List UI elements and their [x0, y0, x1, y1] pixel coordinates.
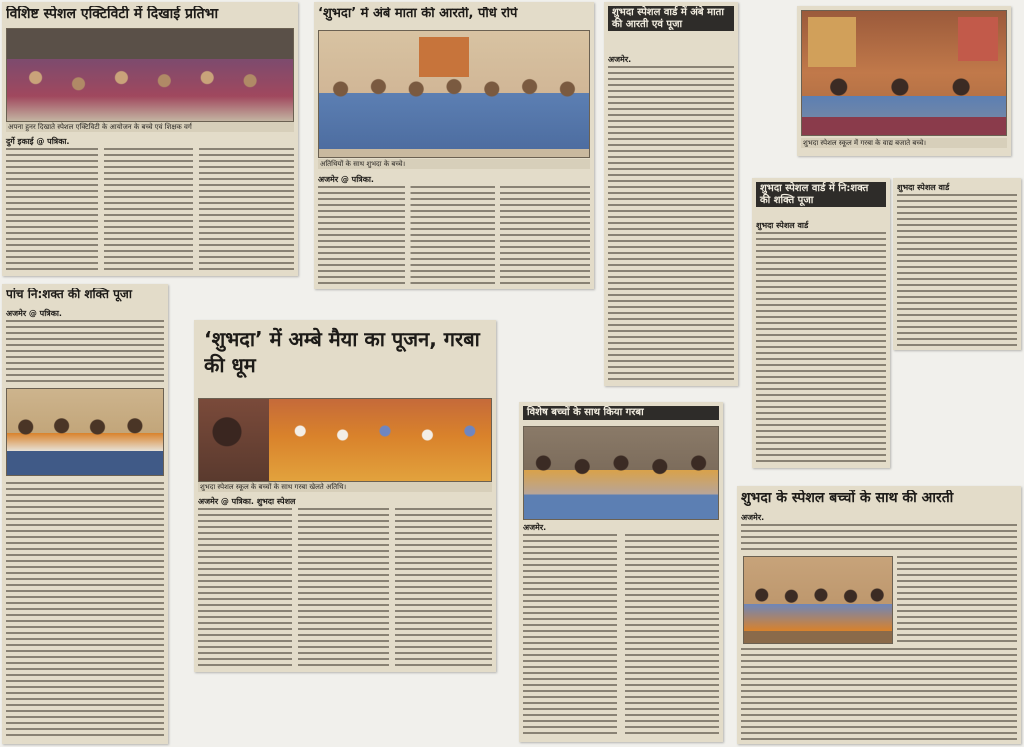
clipping-nishakt-shakti-puja [752, 178, 890, 468]
headline-text: शुभदा स्पेशल वार्ड में अंबे माता की आरती एवं पूजा [612, 7, 724, 30]
clipping-amba-aarti [314, 2, 594, 289]
dateline: अजमेर. [608, 55, 632, 64]
article-body [741, 648, 1017, 740]
clipping-headline [523, 406, 719, 420]
photo-caption: अपना हुनर दिखाते स्पेशल एक्टिविटी के आयोजन के बच्चे एवं शिक्षक वर्ग [6, 122, 294, 132]
article-body [756, 232, 886, 464]
headline-text: शुभदा स्पेशल वार्ड में नि:शक्त की शक्ति पूजा [760, 183, 869, 206]
article-body-top [6, 320, 164, 382]
clipping-headline: ‘शुभदा’ में अम्बे मैया का पूजन, गरबा की धूम [204, 327, 480, 377]
clipping-garba-special-children [519, 402, 723, 742]
article-body [523, 534, 719, 738]
article-body [318, 186, 590, 285]
news-photo-puja-ceremony [6, 388, 164, 476]
clipping-special-ward-puja [604, 2, 738, 386]
news-photo-garba-hall [198, 398, 492, 482]
clipping-aarti-special-children [737, 486, 1021, 744]
headline-text: विशेष बच्चों के साथ किया गरबा [527, 407, 644, 418]
article-body [198, 508, 492, 668]
clipping-headline [608, 6, 734, 31]
clipping-headline: पांच नि:शक्त की शक्ति पूजा [6, 288, 132, 301]
clipping-headline: शुभदा के स्पेशल बच्चों के साथ की आरती [741, 490, 954, 506]
dateline: दुर्गे इकाई @ पत्रिका. [6, 137, 70, 146]
article-body [897, 194, 1017, 346]
news-photo-students-group [6, 28, 294, 122]
dateline: अजमेर. [523, 523, 547, 532]
article-body [608, 66, 734, 382]
photo-caption: शुभदा स्पेशल स्कूल के बच्चों के साथ गरबा खेलते अतिथि। [198, 482, 492, 492]
article-body [6, 482, 164, 740]
dateline: शुभदा स्पेशल वार्ड [756, 221, 809, 230]
clipping-garba-celebration [194, 320, 496, 672]
dateline: अजमेर @ पत्रिका. शुभदा स्पेशल [198, 497, 296, 506]
news-photo-aarti-group [743, 556, 893, 644]
news-photo-garba-children [523, 426, 719, 520]
clipping-headline: विशिष्ट स्पेशल एक्टिविटी में दिखाई प्रतिभा [6, 6, 219, 22]
clipping-continuation [893, 178, 1021, 350]
clipping-headline [756, 182, 886, 207]
article-body-left [741, 524, 1017, 552]
photo-caption: अतिथियों के साथ शुभदा के बच्चे। [318, 159, 590, 169]
article-body [6, 148, 294, 272]
news-photo-children-instruments [801, 10, 1007, 136]
clipping-music-photo [797, 6, 1011, 156]
photo-caption: शुभदा स्पेशल स्कूल में गरबा के वाद्य बजाते बच्चे। [801, 138, 1007, 148]
clipping-headline: ‘शुभदा’ में अंबे माता की आरती, पौधे रोपे [318, 7, 518, 21]
clipping-special-activity [2, 2, 298, 276]
news-photo-students-blue-uniform [318, 30, 590, 158]
clipping-shakti-puja [2, 284, 168, 744]
dateline: अजमेर. [741, 513, 765, 522]
dateline: अजमेर @ पत्रिका. [318, 175, 374, 184]
article-body-right [897, 556, 1017, 642]
dateline: शुभदा स्पेशल वार्ड [897, 183, 950, 192]
dateline: अजमेर @ पत्रिका. [6, 309, 62, 318]
